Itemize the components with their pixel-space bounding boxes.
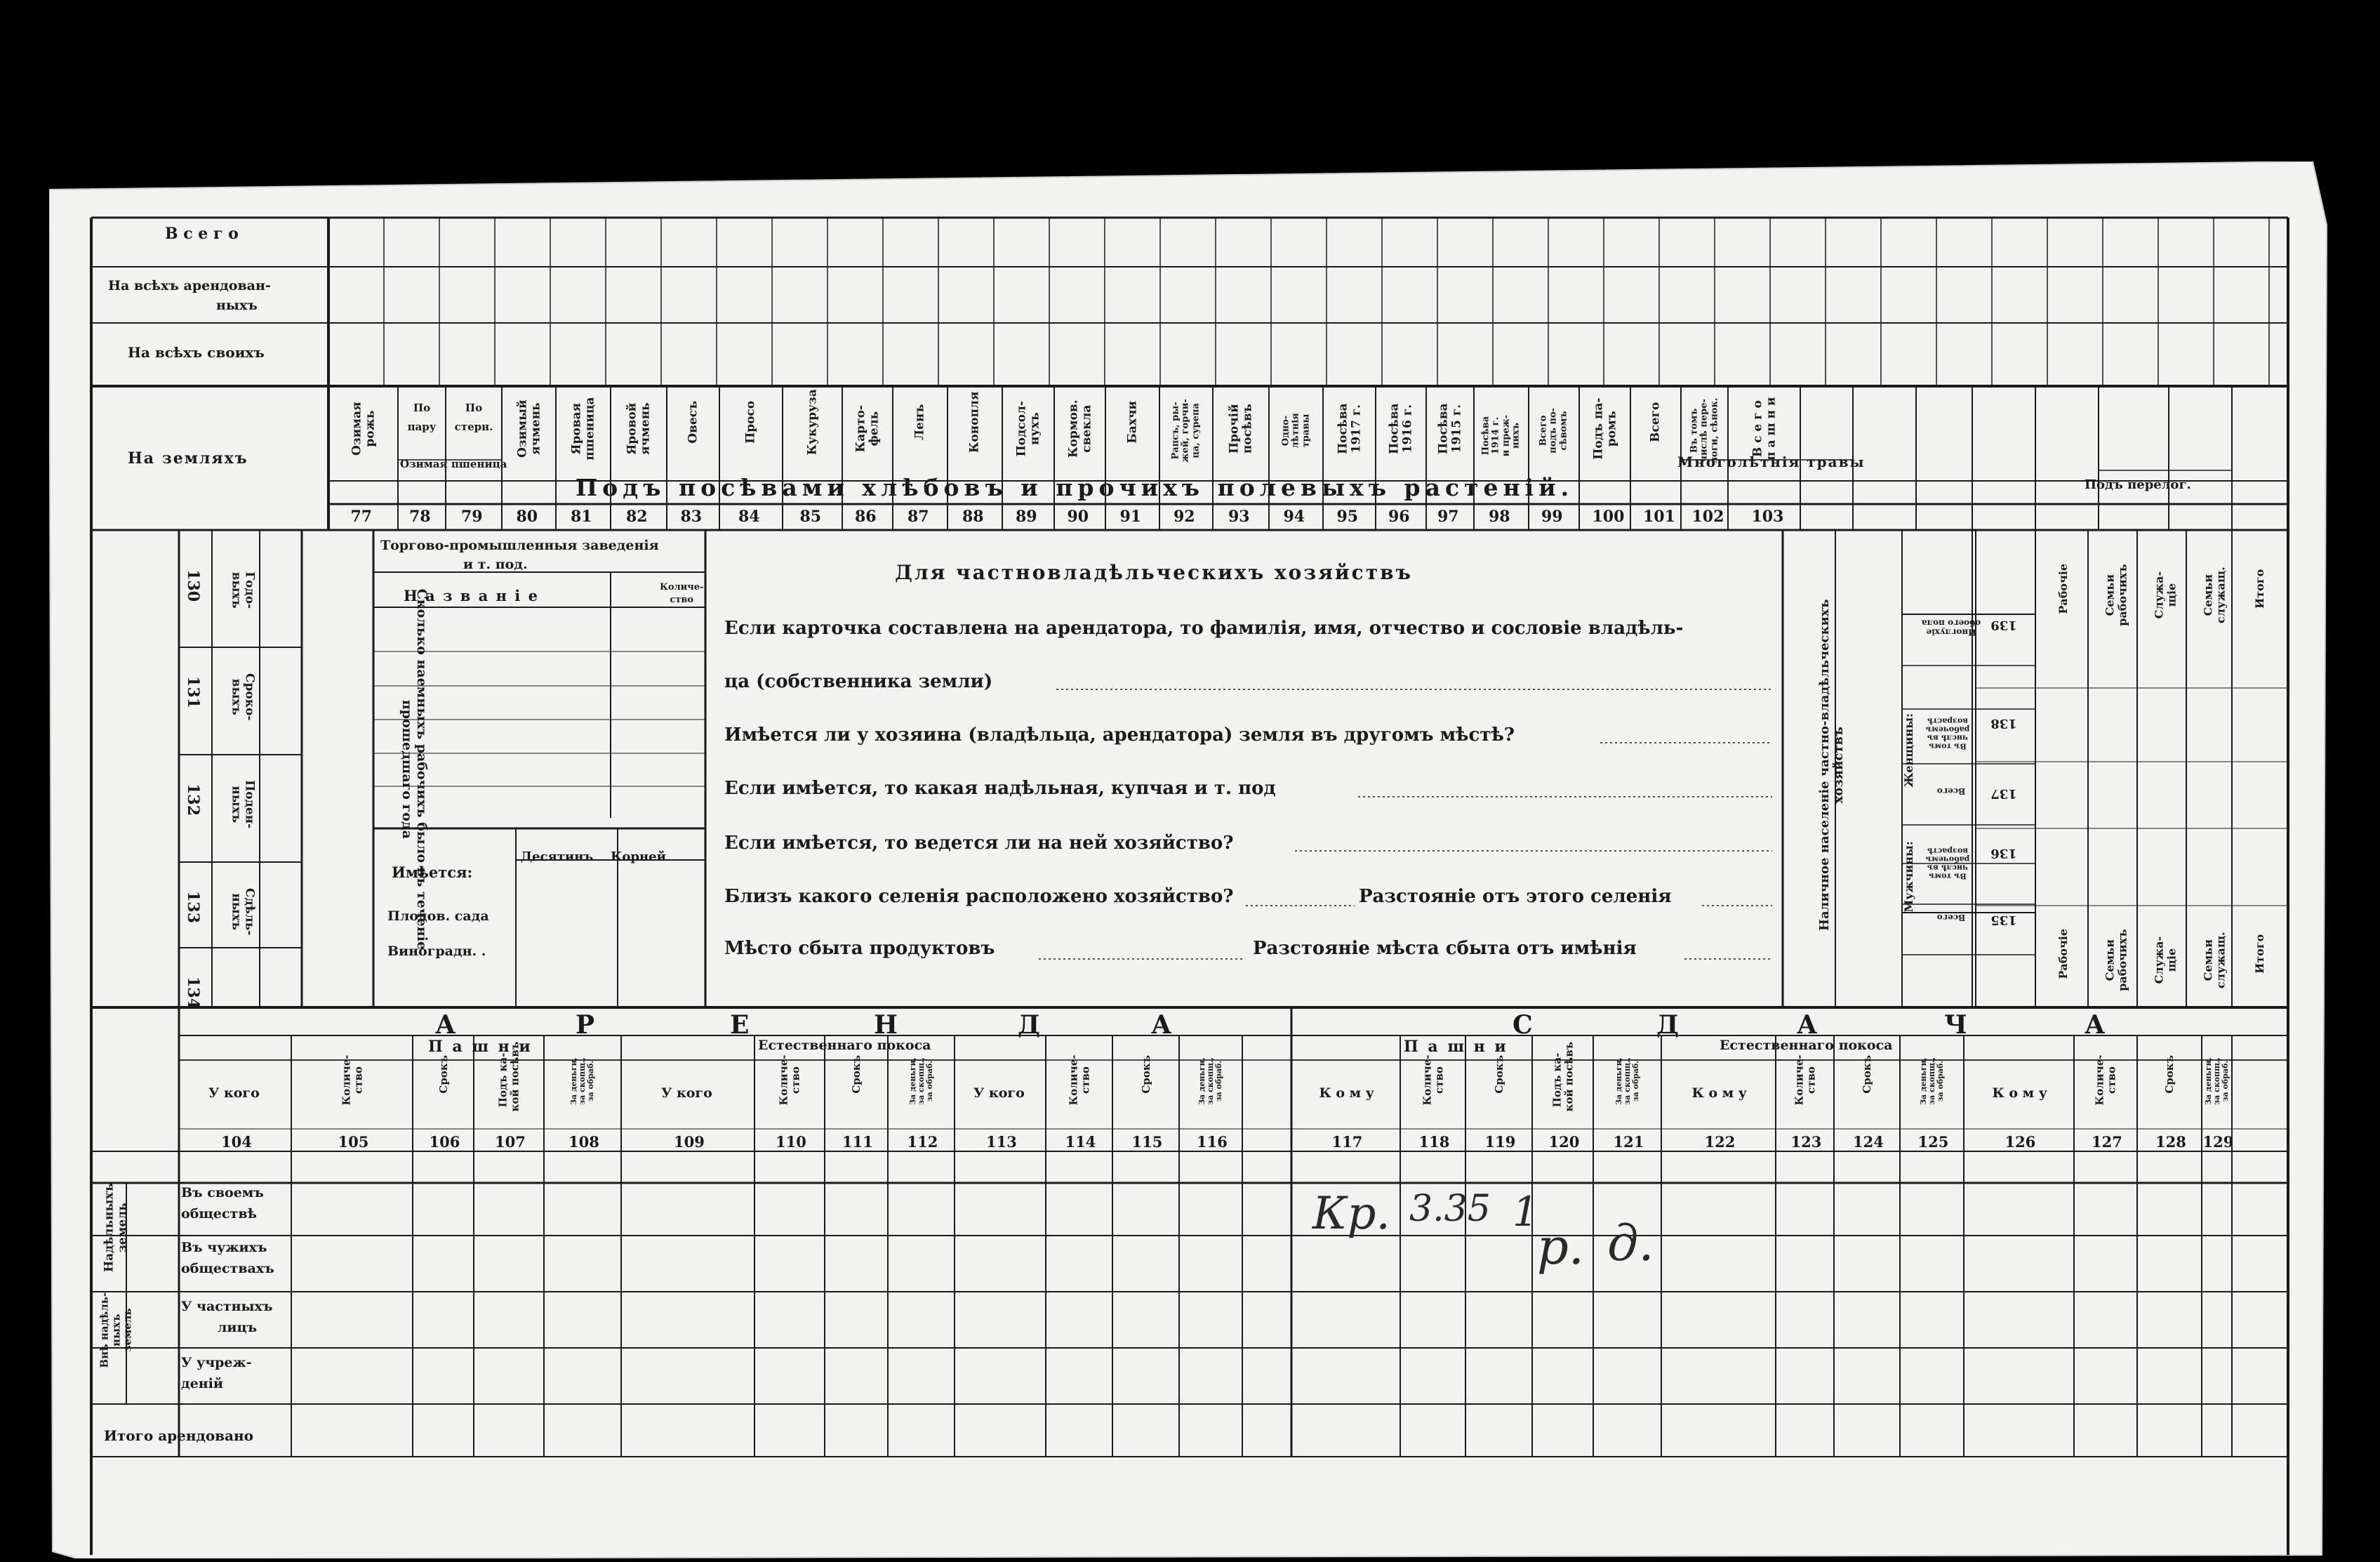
arenda-sub-header: Количе- ство: [340, 1054, 364, 1106]
crop-col-num: 93: [1228, 508, 1250, 526]
crop-col-num: 103: [1751, 508, 1784, 526]
private-line-7a: Мѣсто сбыта продуктовъ: [724, 938, 995, 959]
private-line-3: Имѣется ли у хозяина (владѣльца, арендатора) земля въ другомъ мѣстѣ?: [724, 724, 1515, 746]
arenda-sub-header: Количе- ство: [1067, 1054, 1091, 1106]
crop-col-label: Посѣва 1915 г.: [1436, 403, 1463, 454]
crop-col-num: 96: [1388, 508, 1410, 526]
sdacha-col-num: 117: [1331, 1133, 1363, 1151]
crop-col-num: 79: [461, 508, 483, 526]
sdacha-col-num: 119: [1484, 1133, 1516, 1151]
crop-col-label: Посѣва 1916 г.: [1387, 403, 1414, 454]
sdacha-sub-header: Срокъ: [1860, 1054, 1873, 1094]
crop-col-num: 88: [962, 508, 984, 526]
handwritten-r: р.: [1537, 1218, 1585, 1276]
crop-col-num: 97: [1437, 508, 1459, 526]
crop-col-label: Подсол- нухъ: [1014, 400, 1042, 457]
row-u-uchr-1: У учреж-: [181, 1355, 252, 1370]
crop-col-label: Просо: [743, 400, 758, 444]
crop-col-label: Карто- фель: [853, 405, 881, 453]
pop-right-col-bottom: Служа- щіе: [2152, 936, 2178, 984]
arenda-col-num: 104: [221, 1133, 252, 1151]
sdacha-col-num: 120: [1548, 1133, 1580, 1151]
trade-count-header: Количе- ство: [660, 582, 704, 606]
sdacha-sub-header: Подъ ка- кой посѣвъ: [1550, 1041, 1575, 1112]
arenda-letter: А: [435, 1010, 456, 1040]
crop-col-num: 86: [855, 508, 877, 526]
crop-col-num: 82: [626, 508, 648, 526]
arenda-pokos-header: Естественнаго покоса: [758, 1038, 931, 1053]
sdacha-col-num: 118: [1418, 1133, 1450, 1151]
arenda-col-num: 111: [842, 1133, 873, 1151]
workers-col-label: Сроко- выхъ: [230, 673, 257, 721]
trade-title-1: Торгово-промышленныя заведенія: [380, 538, 659, 553]
pop-col-num: 139: [1990, 617, 2017, 633]
arenda-sub-header: Срокъ: [437, 1054, 450, 1094]
arenda-sub-header: За деньги, за скопщ., за обраб.: [569, 1057, 596, 1105]
sdacha-sub-header: Количе- ство: [1793, 1054, 1817, 1106]
crop-col-num: 87: [908, 508, 929, 526]
crop-col-num: 77: [350, 508, 373, 526]
crop-col-num: 99: [1541, 508, 1563, 526]
sdacha-sub-header: За деньги, за скопщ., за обраб.: [1918, 1057, 1945, 1105]
arenda-pashni-header: П а ш н и: [428, 1038, 533, 1056]
crop-col-label: Посѣва 1917 г.: [1335, 403, 1363, 454]
arenda-who-header: У кого: [973, 1085, 1025, 1101]
workers-col-num: 130: [184, 569, 203, 602]
crop-col-num: 102: [1691, 508, 1724, 526]
sdacha-sub-header: За деньги, за скопщ., за обраб.: [2203, 1057, 2230, 1105]
sdacha-sub-header: Количе- ство: [2093, 1054, 2118, 1106]
private-line-1: Если карточка составлена на арендатора, то фамилія, имя, отчество и сословіе владѣль-: [724, 618, 1684, 639]
arenda-col-num: 116: [1197, 1133, 1228, 1151]
arenda-sub-header: Количе- ство: [777, 1054, 802, 1106]
arenda-sub-header: За деньги, за скопщ., за обраб.: [908, 1057, 934, 1105]
sdacha-col-num: 122: [1704, 1133, 1736, 1151]
crop-col-label: Яровая пшеница: [569, 397, 597, 461]
arenda-who-header: У кого: [208, 1085, 260, 1101]
workers-col-num: 134: [184, 977, 203, 1010]
workers-col-num: 131: [184, 676, 203, 709]
trade-desyatin: Десятинъ: [521, 849, 594, 864]
workers-col-label: Годо- выхъ: [230, 571, 257, 609]
crop-col-num: 84: [738, 508, 760, 526]
pop-total-men: Всего: [1936, 913, 1966, 923]
arenda-col-num: 110: [776, 1133, 806, 1151]
arenda-letter: Д: [1018, 1010, 1041, 1040]
pod-posevami: Подъ посѣвами хлѣбовъ и прочихъ полевыхъ растеній.: [576, 474, 1574, 501]
arenda-col-num: 105: [338, 1133, 369, 1151]
pop-right-col-bottom: Рабочіе: [2056, 928, 2070, 979]
sdacha-sub-header: Количе- ство: [1421, 1054, 1445, 1106]
crop-col-label: Яровой ячмень: [625, 402, 652, 455]
pop-right-col-bottom: Итого: [2253, 934, 2267, 974]
arenda-col-num: 109: [674, 1133, 705, 1151]
pop-col-num: 137: [1990, 786, 2017, 801]
crop-col-label: Овесъ: [686, 400, 700, 444]
pop-working-age-women: Въ томъ числѣ въ рабочемъ возрастѣ: [1925, 716, 1970, 751]
workers-vertical: Сколько наемныхъ рабочихъ было въ теченіе прошедшаго года: [399, 588, 430, 951]
crop-col-num: 80: [516, 508, 538, 526]
row-v-svoem-1: Въ своемъ: [181, 1185, 264, 1200]
sdacha-col-num: 121: [1613, 1133, 1644, 1151]
pop-right-col-top: Служа- щіе: [2152, 571, 2178, 619]
row-v-svoem-2: обществѣ: [181, 1206, 257, 1222]
crop-col-num: 95: [1336, 508, 1359, 526]
sdacha-col-num: 129: [2202, 1133, 2234, 1151]
row-svoih: На всѣхъ своихъ: [128, 344, 265, 361]
census-card: [49, 161, 2330, 1558]
row-u-chastnyh-1: У частныхъ: [181, 1299, 273, 1314]
arenda-col-num: 115: [1131, 1133, 1163, 1151]
row-vsego: В с е г о: [165, 225, 239, 243]
handwritten-amount: 3.35: [1409, 1188, 1491, 1230]
pop-right-col-top: Семьи рабочихъ: [2103, 564, 2129, 626]
census-card-paper: [49, 161, 2330, 1558]
row-itogo: Итого арендовано: [104, 1427, 253, 1444]
pod-perelog: Подъ перелог.: [2085, 477, 2191, 492]
row-v-chuzhih-2: обществахъ: [181, 1261, 274, 1276]
crop-col-label: Въ томъ числѣ пере- логи, сѣнок.: [1689, 397, 1720, 464]
crop-col-label: По стерн.: [454, 402, 493, 433]
trade-imeetsya: Имѣется:: [392, 863, 473, 881]
crop-col-label: Кукуруза: [805, 389, 820, 456]
private-title: Для частновладѣльческихъ хозяйствъ: [895, 561, 1414, 584]
crop-col-label: Всего подъ по- сѣвомъ: [1538, 407, 1569, 454]
crop-col-num: 101: [1643, 508, 1675, 526]
sdacha-sub-header: Срокъ: [1492, 1054, 1505, 1094]
arenda-letter: Е: [730, 1010, 750, 1040]
pop-right-col-bottom: Семьи рабочихъ: [2103, 929, 2129, 991]
nadel-vertical: Надѣльныхъ земель: [102, 1183, 129, 1272]
pop-right-col-top: Семьи служащ.: [2201, 567, 2227, 623]
workers-col-label: Сдѣль- ныхъ: [230, 887, 257, 936]
vne-vertical: Внѣ надѣль- ныхъ земель: [98, 1292, 134, 1368]
sdacha-letter: Д: [1656, 1010, 1680, 1040]
sdacha-sub-header: За деньги, за скопщ., за обраб.: [1614, 1057, 1640, 1105]
crop-col-num: 85: [799, 508, 822, 526]
private-line-4: Если имѣется, то какая надѣльная, купчая и т. под: [724, 778, 1276, 799]
crop-col-num: 90: [1067, 508, 1089, 526]
private-line-2: ца (собственника земли): [724, 671, 993, 692]
pop-inogluhie: Иноглухіе обоего пола: [1921, 618, 1981, 637]
private-line-6b: Разстояніе отъ этого селенія: [1359, 886, 1672, 907]
arenda-col-num: 107: [495, 1133, 526, 1151]
arenda-sub-header: Подъ ка- кой посѣвъ: [496, 1041, 521, 1112]
row-arend-2: ныхъ: [216, 298, 258, 313]
crop-col-label: В с е г о п а ш н и: [1750, 397, 1778, 461]
crop-col-label: Прочій посѣвъ: [1227, 404, 1254, 454]
crop-col-num: 89: [1016, 508, 1037, 526]
trade-korney: Корней: [611, 849, 666, 864]
sdacha-pokos-header: Естественнаго покоса: [1720, 1038, 1893, 1053]
pop-col-num: 135: [1990, 912, 2017, 927]
arenda-col-num: 106: [429, 1133, 460, 1151]
arenda-sub-header: Срокъ: [1139, 1054, 1152, 1094]
arenda-col-num: 113: [986, 1133, 1017, 1151]
crop-col-label: Конопля: [967, 391, 982, 454]
pop-right-col-bottom: Семьи служащ.: [2201, 932, 2227, 988]
arenda-letter: Н: [874, 1010, 898, 1040]
pop-total-women: Всего: [1936, 786, 1966, 797]
arenda-col-num: 114: [1065, 1133, 1096, 1151]
row-u-uchr-2: деній: [181, 1376, 223, 1391]
crop-col-num: 94: [1283, 508, 1305, 526]
handwritten-d: д.: [1607, 1214, 1654, 1272]
crop-col-num: 83: [680, 508, 703, 526]
private-line-6a: Близъ какого селенія расположено хозяйство?: [724, 886, 1234, 907]
arenda-col-num: 108: [569, 1133, 599, 1151]
pop-working-age-men: Въ томъ числѣ въ рабочемъ возрастѣ: [1925, 846, 1970, 881]
pop-men: Мужчины:: [1902, 841, 1916, 913]
pop-right-col-top: Итого: [2253, 569, 2267, 609]
sdacha-col-num: 124: [1853, 1133, 1884, 1151]
sdacha-who-header: К о м у: [1992, 1085, 2047, 1101]
crop-col-num: 100: [1592, 508, 1625, 526]
private-line-5: Если имѣется, то ведется ли на ней хозяйство?: [724, 833, 1234, 854]
crop-col-label: По пару: [407, 402, 437, 433]
crop-col-label: Кормов. свекла: [1065, 399, 1093, 458]
arenda-who-header: У кого: [661, 1085, 712, 1101]
sdacha-letter: А: [1797, 1010, 1818, 1040]
sdacha-letter: С: [1513, 1010, 1533, 1040]
arenda-letter: А: [1151, 1010, 1172, 1040]
pop-women: Женщины:: [1902, 713, 1916, 788]
pop-col-num: 138: [1990, 715, 2017, 731]
row-na-zemlyah: На земляхъ: [128, 449, 248, 468]
sdacha-letter: Ч: [1944, 1010, 1967, 1040]
crop-col-label: Посѣва 1914 г. и преж- нихъ: [1480, 414, 1522, 457]
trade-sad: Плодов. сада: [387, 908, 489, 924]
handwritten-one: 1: [1513, 1188, 1538, 1236]
crop-col-label: Озимый ячмень: [514, 399, 543, 458]
crop-col-num: 92: [1174, 508, 1195, 526]
crop-col-num: 98: [1489, 508, 1510, 526]
trade-vinograd: Виноградн. .: [387, 944, 486, 959]
ozimaya-pshenitsa: Озимая пшеница: [400, 458, 507, 470]
pop-col-num: 136: [1990, 845, 2017, 861]
crop-col-num: 78: [409, 508, 431, 526]
crop-col-num: 91: [1119, 508, 1142, 526]
crop-col-num: 81: [571, 508, 592, 526]
trade-name-header: Н а з в а н і е: [404, 587, 539, 604]
crop-col-label: Подъ па- ромъ: [1590, 397, 1618, 460]
workers-col-num: 132: [184, 783, 203, 816]
mnogoletnie: Многолѣтнія травы: [1677, 454, 1866, 470]
arenda-sub-header: За деньги, за скопщ., за обраб.: [1197, 1057, 1224, 1105]
private-line-7b: Разстояніе мѣста сбыта отъ имѣнія: [1253, 938, 1637, 959]
sdacha-letter: А: [2085, 1010, 2106, 1040]
trade-title-2: и т. под.: [463, 557, 528, 572]
row-u-chastnyh-2: лицъ: [218, 1320, 258, 1335]
arenda-letter: Р: [576, 1010, 595, 1040]
sdacha-who-header: К о м у: [1691, 1085, 1747, 1101]
crop-col-label: Озимая рожь: [349, 402, 377, 456]
handwritten-kr: Кр.: [1312, 1188, 1390, 1240]
sdacha-col-num: 125: [1917, 1133, 1949, 1151]
arenda-sub-header: Срокъ: [849, 1054, 863, 1094]
arenda-col-num: 112: [907, 1133, 938, 1151]
sdacha-col-num: 127: [2092, 1133, 2122, 1151]
crop-col-label: Одно- лѣтнія травы: [1280, 413, 1311, 449]
row-arend-1: На всѣхъ арендован-: [108, 278, 271, 293]
crop-col-label: Бахчи: [1125, 400, 1140, 444]
sdacha-col-num: 126: [2005, 1133, 2036, 1151]
crop-col-label: Ленъ: [912, 404, 927, 441]
crop-col-label: Рапсъ, ры- жей, горчи- ца, сурепа: [1170, 399, 1202, 463]
pop-right-col-top: Рабочіе: [2056, 563, 2070, 614]
sdacha-pashni-header: П а ш н и: [1404, 1038, 1508, 1056]
population-vertical: Наличное населеніе частно-владѣльческихъ хозяйствъ: [1817, 599, 1846, 932]
sdacha-sub-header: Срокъ: [2162, 1054, 2176, 1094]
sdacha-who-header: К о м у: [1319, 1085, 1374, 1101]
sdacha-col-num: 128: [2155, 1133, 2186, 1151]
workers-col-num: 133: [184, 891, 203, 924]
row-v-chuzhih-1: Въ чужихъ: [181, 1240, 267, 1255]
crop-col-label: Всего: [1648, 402, 1663, 442]
workers-col-label: Поден- ныхъ: [230, 780, 257, 829]
sdacha-col-num: 123: [1790, 1133, 1822, 1151]
